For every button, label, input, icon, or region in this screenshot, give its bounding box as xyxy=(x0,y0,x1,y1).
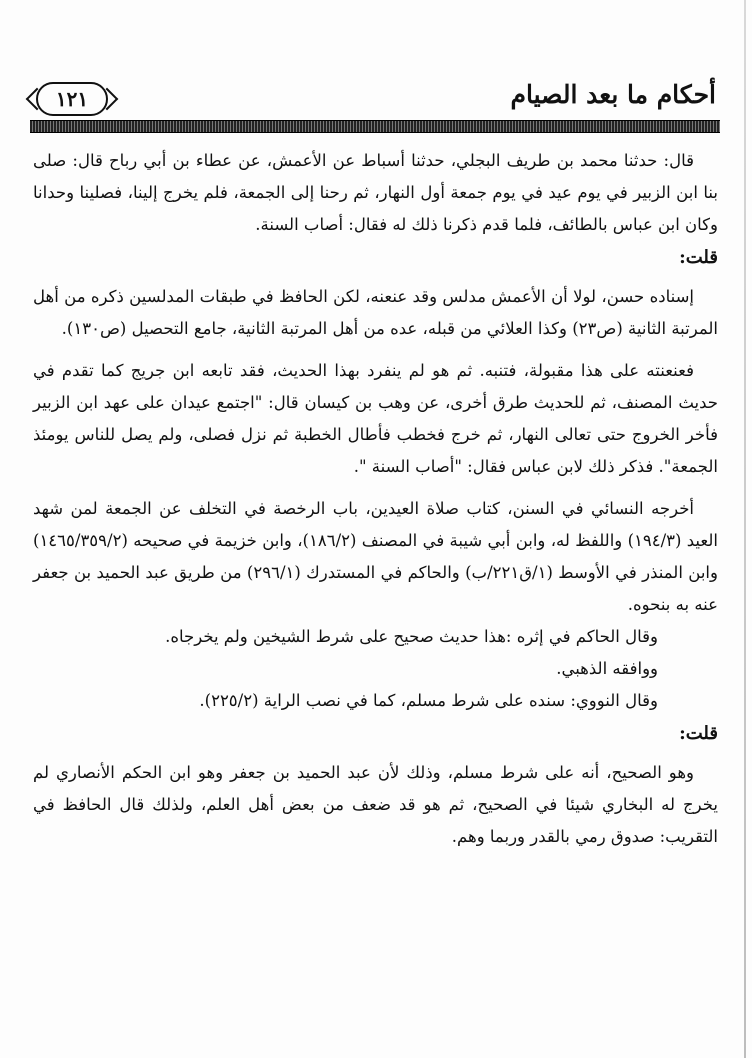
paragraph-narration: قال: حدثنا محمد بن طريف البجلي، حدثنا أسباط عن الأعمش، عن عطاء بن أبي رباح قال: صلى بنا ابن الزبير في يوم عيد في يوم جمعة أول النهار، ثم رحنا إلى الجمعة، فلم يخرج إلينا، فصلينا وحدانا وكان ابن عباس بالطائف، فلما قدم ذكرنا ذلك له فقال: أصاب السنة. xyxy=(33,151,718,234)
line-hakim: وقال الحاكم في إثره :هذا حديث صحيح على شرط الشيخين ولم يخرجاه. xyxy=(165,627,658,646)
page-body xyxy=(33,145,718,853)
heading-qultu: قلت: xyxy=(679,247,718,268)
paragraph-isnad: إسناده حسن، لولا أن الأعمش مدلس وقد عنعنه، لكن الحافظ في طبقات المدلسين ذكره من أهل المرتبة الثانية (ص٢٣) وكذا العلائي من قبله، عده من أهل المرتبة الثانية، جامع التحصيل (ص١٣٠). xyxy=(33,287,718,338)
running-title: أحكام ما بعد الصيام xyxy=(510,80,716,109)
page-edge-shadow xyxy=(744,0,746,1058)
header-rule xyxy=(30,120,720,133)
heading-qultu-2: قلت: xyxy=(679,723,718,744)
paragraph-conclusion: وهو الصحيح، أنه على شرط مسلم، وذلك لأن عبد الحميد بن جعفر وهو ابن الحكم الأنصاري لم يخرج له البخاري شيئا في الصحيح، ثم هو قد ضعف من بعض أهل العلم، ولذلك قال الحافظ في التقريب: صدوق رمي بالقدر وربما وهم. xyxy=(33,763,718,846)
paragraph-takhrij: أخرجه النسائي في السنن، كتاب صلاة العيدين، باب الرخصة في التخلف عن الجمعة لمن شهد العيد (١٩٤/٣) واللفظ له، وابن أبي شيبة في المصنف (١٨٦/٢)، وابن خزيمة في صحيحه (١٤٦٥/٣٥٩/٢) وابن المنذر في الأوسط (١/ق٢٢١/ب) والحاكم في المستدرك (٢٩٦/١) من طريق عبد الحميد بن جعفر عنه به بنحوه. xyxy=(33,499,718,614)
page-number-badge xyxy=(36,82,108,116)
page-header xyxy=(30,70,720,140)
page-number: ١٢١ xyxy=(55,87,89,111)
line-nawawi: وقال النووي: سنده على شرط مسلم، كما في نصب الراية (٢٢٥/٢). xyxy=(199,691,658,710)
paragraph-mutaba: فعنعنته على هذا مقبولة، فتنبه. ثم هو لم ينفرد بهذا الحديث، فقد تابعه ابن جريج كما تقدم في حديث المصنف، ثم للحديث طرق أخرى، عن وهب بن كيسان قال: "اجتمع عيدان على عهد ابن الزبير فأخر الخروج حتى تعالى النهار، ثم خرج فخطب فأطال الخطبة ثم نزل فصلى، ولم يصل للناس يومئذ الجمعة". فذكر ذلك لابن عباس فقال: "أصاب السنة ". xyxy=(33,361,718,476)
line-dhahabi: ووافقه الذهبي. xyxy=(556,659,658,678)
